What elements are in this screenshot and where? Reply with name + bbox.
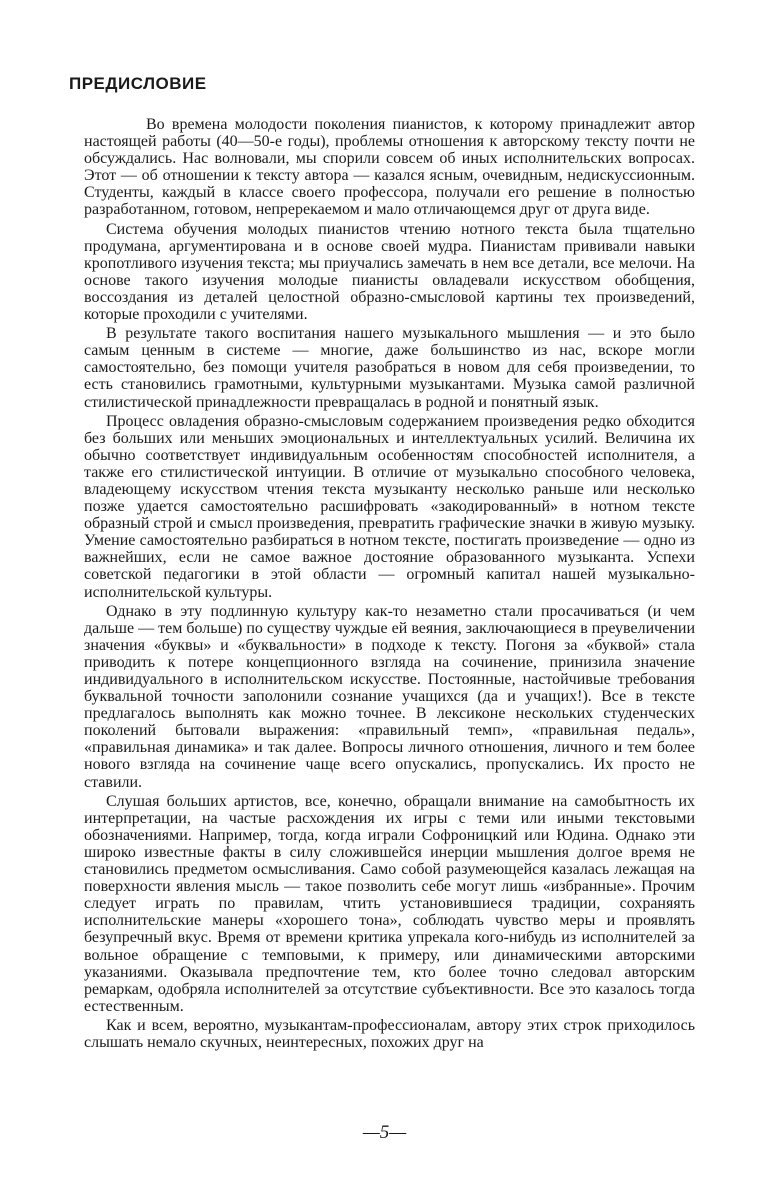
paragraph: Система обучения молодых пианистов чтению нотного текста была тщательно продумана, аргументирована и в основе своей мудра. Пианистам прививали навыки кропотливого изучения текста; мы приучались замечать в нем все детали, все мелочи. На основе такого изучения молодые пианисты овладевали искусством обобщения, воссоздания из деталей целостной образно-смысловой картины тех произведений, которые проходили с учителями. (84, 220, 695, 324)
paragraph: Во времена молодости поколения пианистов, к которому принадлежит автор настоящей работы (40—50-е годы), проблемы отношения к авторскому тексту почти не обсуждались. Нас волновали, мы спорили совсем об иных исполнительских вопросах. Этот — об отношении к тексту автора — казался ясным, очевидным, недискуссионным. Студенты, каждый в классе своего профессора, получали его решение в полностью разработанном, готовом, непререкаемом и мало отличающемся друг от друга виде. (84, 116, 695, 219)
paragraph: Как и всем, вероятно, музыкантам-профессионалам, автору этих строк приходилось слышать немало скучных, неинтересных, похожих друг на (84, 1016, 695, 1051)
chapter-heading: ПРЕДИСЛОВИЕ (69, 74, 207, 93)
paragraph: Слушая больших артистов, все, конечно, обращали внимание на самобытность их интерпретации, на частые расхождения их игры с теми или иными текстовыми обозначениями. Например, тогда, когда играли Софроницкий или Юдина. Однако эти широко известные факты в силу сложившейся инерции мышления долгое время не становились предметом осмысливания. Само собой разумеющейся казалась лежащая на поверхности явления мысль — такое позволить себе могут лишь «избранные». Прочим следует играть по правилам, чтить установившиеся традиции, сохраняять исполнительские манеры «хорошего тона», соблюдать чувство меры и проявлять безупречный вкус. Время от времени критика упрекала кого-нибудь из исполнителей за вольное обращение с темповыми, к примеру, или динамическими авторскими указаниями. Оказывала предпочтение тем, кто более точно следовал авторским ремаркам, одобряла исполнителей за отсутствие субъективности. Все это казалось тогда естественным. (84, 792, 695, 1015)
paragraph: Однако в эту подлинную культуру как-то незаметно стали просачиваться (и чем дальше — тем больше) по существу чуждые ей веяния, заключающиеся в преувеличении значения «буквы» и «буквальности» в подходе к тексту. Погоня за «буквой» стала приводить к потере концепционного взгляда на сочинение, принизила значение индивидуального в исполнительском искусстве. Постоянные, настойчивые требования буквальной точности заполонили сознание учащихся (да и учащих!). Все в тексте предлагалось выполнять как можно точнее. В лексиконе нескольких студенческих поколений бытовали выражения: «правильный темп», «правильная педаль», «правильная динамика» и так далее. Вопросы личного отношения, личного и тем более нового взгляда на сочинение чаще всего опускались, пропускались. Их просто не ставили. (84, 602, 695, 791)
body-text (84, 116, 695, 1051)
paragraph: В результате такого воспитания нашего музыкального мышления — и это было самым ценным в системе — многие, даже большинство из нас, вскоре могли самостоятельно, без помощи учителя разобраться в новом для себя произведении, то есть становились грамотными, культурными музыкантами. Музыка самой различной стилистической принадлежности превращалась в родной и понятный язык. (84, 325, 695, 411)
page-number: —5— (362, 1122, 407, 1143)
paragraph: Процесс овладения образно-смысловым содержанием произведения редко обходится без больших или меньших эмоциональных и интеллектуальных усилий. Величина их обычно соответствует индивидуальным особенностям способностей исполнителя, а также его стилистической интуиции. В отличие от музыкально способного человека, владеющему искусством чтения текста музыканту несколько раньше или несколько позже удается самостоятельно расшифровать «закодированный» в нотном тексте образный строй и смысл произведения, превратить графические значки в живую музыку. Умение самостоятельно разбираться в нотном тексте, постигать произведение — одно из важнейших, если не самое важное достояние образованного музыканта. Успехи советской педагогики в этой области — огромный капитал нашей музыкально-исполнительской культуры. (84, 412, 695, 601)
